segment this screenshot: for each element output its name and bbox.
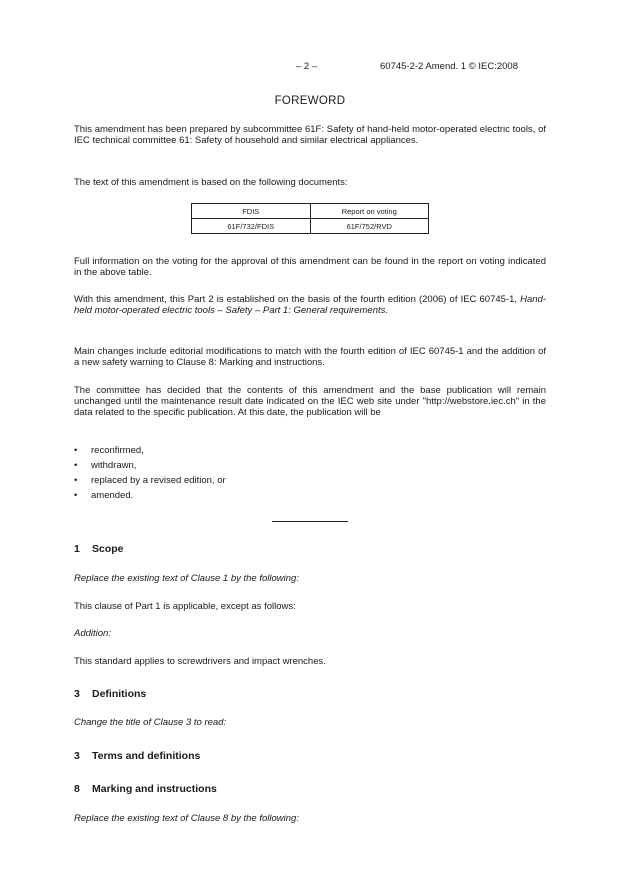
list-item: • amended. [74,490,134,501]
voting-table-cell-fdis: 61F/732/FDIS [192,219,311,234]
heading-terms-and-definitions: 3 Terms and definitions [74,750,201,762]
foreword-paragraph-4 [74,294,546,316]
section-divider [272,521,348,522]
heading-definitions: 3 Definitions [74,688,147,700]
foreword-paragraph-3: Full information on the voting for the approval of this amendment can be found in the report on voting indicated in the above table. [74,256,546,278]
scope-addition-label: Addition: [74,628,111,639]
paragraph-4-tail: . [385,305,389,316]
foreword-paragraph-6: The committee has decided that the contents of this amendment and the base publication will remain unchanged until the maintenance result date indicated on the IEC web site under "http://webstore.iec.ch" in the data related to the specific publication. At this date, the publication will be [74,385,546,418]
list-item: • reconfirmed, [74,445,144,456]
page-number: – 2 – [296,61,318,72]
bullet-icon: • [74,490,78,501]
bullet-icon: • [74,475,78,486]
paragraph-4-lead: With this amendment, this Part 2 is established on the basis of the fourth edition (2006) of IEC 60745-1, [74,294,518,305]
foreword-paragraph-1: This amendment has been prepared by subcommittee 61F: Safety of hand-held motor-operated electric tools, of IEC technical committee 61: Safety of household and similar electrical appliances. [74,124,546,146]
voting-table-cell-rvd: 61F/752/RVD [310,219,429,234]
list-item: • withdrawn, [74,460,137,471]
scope-instruction: Replace the existing text of Clause 1 by the following: [74,573,299,584]
marking-instruction: Replace the existing text of Clause 8 by the following: [74,813,299,824]
foreword-title: FOREWORD [274,95,346,107]
scope-text: This clause of Part 1 is applicable, except as follows: [74,601,296,612]
scope-addition-text: This standard applies to screwdrivers and impact wrenches. [74,656,326,667]
heading-scope: 1 Scope [74,543,124,555]
voting-table-header-report: Report on voting [310,204,429,219]
definitions-instruction: Change the title of Clause 3 to read: [74,717,227,728]
voting-table [191,203,429,234]
voting-table-header-fdis: FDIS [192,204,311,219]
foreword-paragraph-2: The text of this amendment is based on the following documents: [74,177,348,188]
voting-table-row [192,219,429,234]
voting-table-header-row [192,204,429,219]
paragraph-4-publication-title: Hand-held motor-operated electric tools – Safety – Part 1: General requirements [74,294,546,316]
document-reference: 60745-2-2 Amend. 1 © IEC:2008 [380,61,518,72]
bullet-icon: • [74,460,78,471]
list-item: • replaced by a revised edition, or [74,475,226,486]
heading-marking-and-instructions: 8 Marking and instructions [74,783,217,795]
bullet-icon: • [74,445,78,456]
foreword-paragraph-5: Main changes include editorial modifications to match with the fourth edition of IEC 60745-1 and the addition of a new safety warning to Clause 8: Marking and instructions. [74,346,546,368]
publication-status-list [74,445,226,505]
